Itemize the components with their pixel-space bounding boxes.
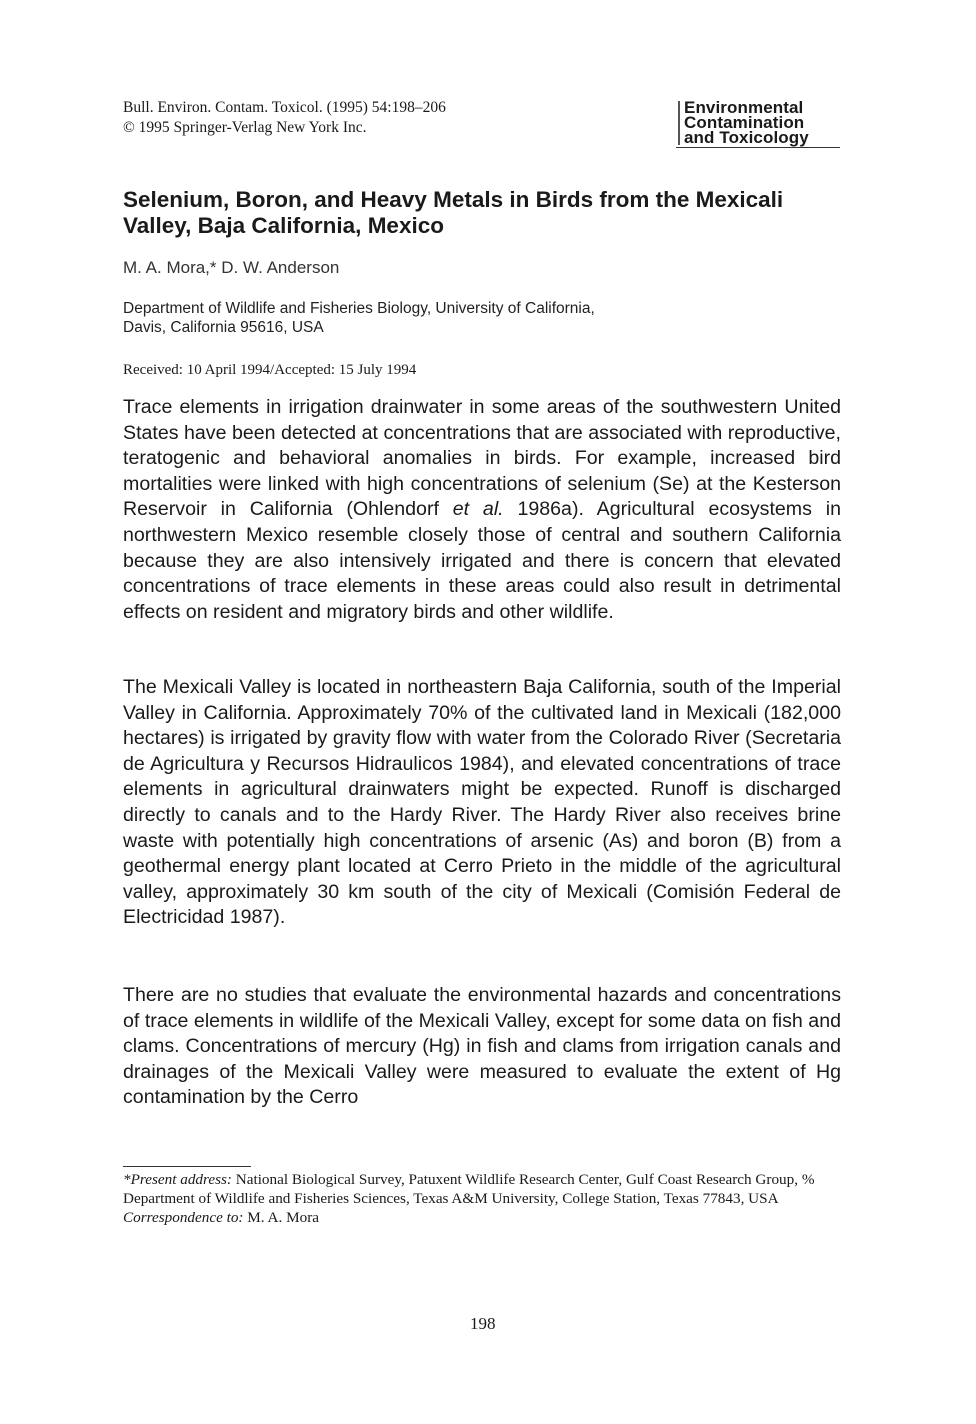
article-title: Selenium, Boron, and Heavy Metals in Birds from the Mexicali Valley, Baja California, Mexico — [123, 187, 784, 238]
correspondence-text: M. A. Mora — [243, 1209, 320, 1226]
logo-line-3: and Toxicology — [684, 128, 809, 147]
p1-et-al: et al. — [452, 498, 504, 521]
present-address-text: National Biological Survey, Patuxent Wildlife Research Center, Gulf Coast Research Group, % Department of Wildlife and Fisheries Sciences, Texas A&M University, College Station, Texas 77843, USA — [123, 1171, 815, 1207]
logo-line-1: Environmental — [684, 98, 804, 117]
copyright-line: © 1995 Springer-Verlag New York Inc. — [123, 119, 367, 136]
body-paragraph-2: The Mexicali Valley is located in northeastern Baja California, south of the Imperial Valley in California. Approximately 70% of the cultivated land in Mexicali (182,000 hectares) is irrigated by gravity flow with water from the Colorado River (Secretaria de Agricultura y Recursos Hidraulicos 1984), and elevated concentrations of trace elements in agricultural drainwaters might be expected. Runoff is discharged directly to canals and to the Hardy River. The Hardy River also receives brine waste with potentially high concentrations of arsenic (As) and boron (B) from a geothermal energy plant located at Cerro Prieto in the middle of the agricultural valley, approximately 30 km south of the city of Mexicali (Comisión Federal de Electricidad 1987). — [123, 676, 841, 929]
received-accepted-dates: Received: 10 April 1994/Accepted: 15 July 1994 — [123, 362, 417, 378]
page-number: 198 — [470, 1314, 496, 1333]
p1-text-a: Trace elements in irrigation drainwater in some areas of the southwestern United States have been detected at concentrations that are associated with reproductive, teratogenic and behavioral anomalies in birds. For example, increased bird mortalities were linked with high concentrations of selenium (Se) at the Kesterson Reservoir in California (Ohlendorf — [123, 396, 841, 521]
body-paragraph-3: There are no studies that evaluate the environmental hazards and concentrations of trace elements in wildlife of the Mexicali Valley, except for some data on fish and clams. Concentrations of mercury (Hg) in fish and clams from irrigation canals and drainages of the Mexicali Valley were measured to evaluate the extent of Hg contamination by the Cerro — [123, 984, 841, 1109]
affiliation-line-2: Davis, California 95616, USA — [123, 319, 324, 336]
logo-line-2: Contamination — [684, 113, 805, 132]
footnote-rule — [123, 1166, 251, 1167]
present-address-label: *Present address: — [123, 1171, 232, 1188]
p1-text-b: 1986a). Agricultural ecosystems in northwestern Mexico resemble closely those of central and southern California because they are also intensively irrigated and there is concern that elevated concentrations of trace elements in these areas could also result in detrimental effects on resident and migratory birds and other wildlife. — [123, 498, 842, 623]
authors: M. A. Mora,* D. W. Anderson — [123, 258, 340, 277]
correspondence-label: Correspondence to: — [123, 1209, 244, 1226]
affiliation-line-1: Department of Wildlife and Fisheries Biology, University of California, — [123, 300, 595, 317]
affiliation — [123, 299, 595, 337]
footnote — [123, 1170, 823, 1227]
citation-line-1: Bull. Environ. Contam. Toxicol. (1995) 54:198–206 — [123, 99, 446, 116]
journal-logo — [676, 100, 842, 148]
citation-header — [123, 98, 446, 138]
logo-side-rule — [678, 101, 680, 145]
logo-underline — [676, 147, 840, 148]
body-paragraph-1 — [123, 395, 841, 625]
